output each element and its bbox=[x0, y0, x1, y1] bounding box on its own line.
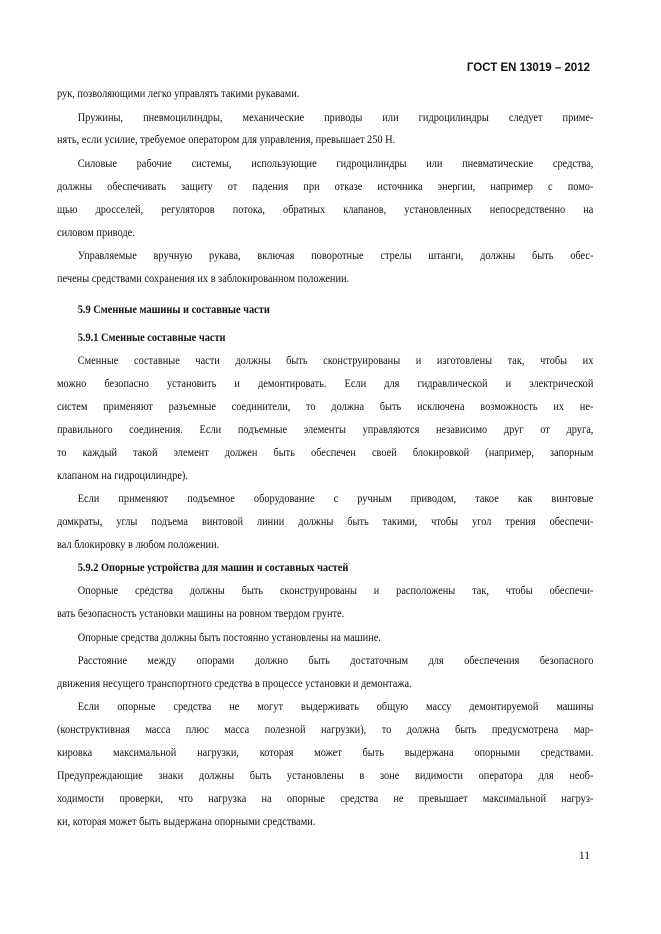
section-heading: 5.9 Сменные машины и составные части bbox=[77, 304, 270, 316]
text-line: вать безопасность установки машины на ровном твердом грунте. bbox=[57, 608, 345, 620]
page-number: 11 bbox=[578, 850, 590, 862]
subsection-heading: 5.9.2 Опорные устройства для машин и составных частей bbox=[77, 562, 349, 574]
text-line: Управляемые вручную рукава, включая поворотные стрелы штанги, должны быть обес- bbox=[77, 250, 594, 262]
text-line: то каждый такой элемент должен быть обеспечен своей блокировкой (например, запорным bbox=[57, 447, 594, 459]
text-line: Если применяют подъемное оборудование с ручным приводом, такое как винтовые bbox=[77, 493, 594, 505]
text-line: щью дросселей, регуляторов потока, обратных клапанов, установленных непосредственно на bbox=[57, 204, 594, 216]
text-line: печены средствами сохранения их в заблокированном положении. bbox=[57, 273, 350, 285]
text-line: Опорные средства должны быть сконструированы и расположены так, чтобы обеспечи- bbox=[77, 585, 594, 597]
subsection-heading: 5.9.1 Сменные составные части bbox=[77, 332, 226, 344]
text-line: нять, если усилие, требуемое оператором для управления, превышает 250 Н. bbox=[57, 134, 396, 146]
text-line: Предупреждающие знаки должны быть установлены в зоне видимости оператора для необ- bbox=[57, 770, 594, 782]
text-line: Опорные средства должны быть постоянно установлены на машине. bbox=[77, 632, 381, 644]
text-line: правильного соединения. Если подъемные элементы управляются независимо друг от друга, bbox=[57, 424, 594, 436]
text-line: должны обеспечивать защиту от падения при отказе источника энергии, например с помо- bbox=[57, 181, 594, 193]
text-line: Расстояние между опорами должно быть достаточным для обеспечения безопасного bbox=[77, 655, 594, 667]
text-line: движения несущего транспортного средства в процессе установки и демонтажа. bbox=[57, 678, 412, 690]
text-line: вал блокировку в любом положении. bbox=[57, 539, 220, 551]
text-line: домкраты, углы подъема винтовой линии должны быть такими, чтобы угол трения обеспечи- bbox=[57, 516, 594, 528]
text-line: рук, позволяющими легко управлять такими рукавами. bbox=[57, 88, 300, 100]
standard-header: ГОСТ EN 13019 – 2012 bbox=[466, 62, 590, 74]
text-line: Если опорные средства не могут выдерживать общую массу демонтируемой машины bbox=[77, 701, 594, 713]
text-line: клапаном на гидроцилиндре). bbox=[57, 470, 188, 482]
text-line: ки, которая может быть выдержана опорными средствами. bbox=[57, 816, 316, 828]
text-line: Силовые рабочие системы, использующие гидроцилиндры или пневматические средства, bbox=[77, 158, 594, 170]
text-line: силовом приводе. bbox=[57, 227, 135, 239]
text-line: (конструктивная масса плюс масса полезной нагрузки), то должна быть предусмотрена мар- bbox=[57, 724, 594, 736]
text-line: Сменные составные части должны быть сконструированы и изготовлены так, чтобы их bbox=[77, 355, 594, 367]
text-line: систем применяют разъемные соединители, то должна быть исключена возможность их не- bbox=[57, 401, 594, 413]
text-line: можно безопасно установить и демонтировать. Если для гидравлической и электрической bbox=[57, 378, 594, 390]
text-line: ходимости проверки, что нагрузка на опорные средства не превышает максимальной нагруз- bbox=[57, 793, 594, 805]
text-line: кировка максимальной нагрузки, которая может быть выдержана опорными средствами. bbox=[57, 747, 594, 759]
text-line: Пружины, пневмоцилиндры, механические приводы или гидроцилиндры следует приме- bbox=[77, 112, 594, 124]
